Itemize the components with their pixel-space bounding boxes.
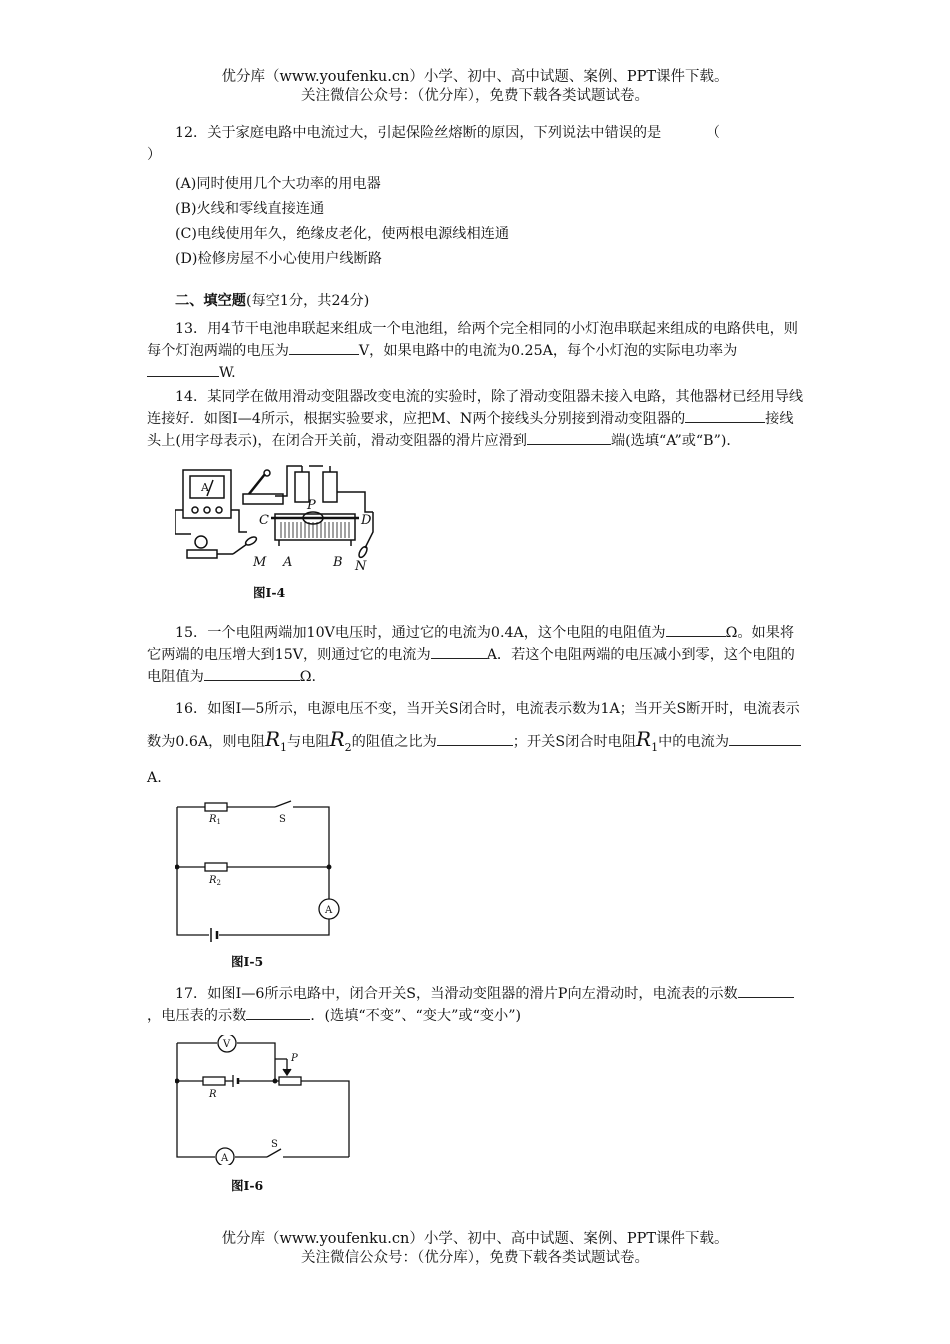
question-15 xyxy=(147,622,807,688)
q14-text-3: 端(选填“A”或“B”)． xyxy=(610,433,741,449)
q16-text-3: 的阻值之比为 xyxy=(351,734,437,750)
q16-r1-sub: 1 xyxy=(280,741,287,754)
resistor-r2 xyxy=(205,863,227,871)
fig5-label-s: S xyxy=(279,814,286,825)
q16-r2-symbol xyxy=(329,727,352,754)
q16-blank-1[interactable] xyxy=(437,731,513,746)
figure-i4-caption: 图Ⅰ-4 xyxy=(253,585,286,600)
question-13 xyxy=(147,318,807,384)
page-header xyxy=(0,68,950,106)
q14-blank-1[interactable] xyxy=(685,408,765,423)
q15-text-4: Ω. xyxy=(299,669,317,685)
figure-i6 xyxy=(175,1035,365,1165)
section-2-title: 二、填空题 xyxy=(175,293,246,309)
q14-text-2: 接线头上(用字母表示)，在闭合开关前，滑动变阻器的滑片应滑到 xyxy=(147,411,794,449)
q13-text-2: V，如果电路中的电流为0.25A，每个小灯泡的实际电功率为 xyxy=(358,343,738,359)
q15-blank-3[interactable] xyxy=(204,666,300,681)
q13-text-3: W. xyxy=(219,365,236,381)
fig4-label-n: N xyxy=(355,559,367,572)
q17-text-1: 17．如图Ⅰ—6所示电路中，闭合开关S，当滑动变阻器的滑片P向左滑动时，电流表的示数 xyxy=(175,986,738,1002)
q12-option-a: (A)同时使用几个大功率的用电器 xyxy=(175,176,381,192)
fig4-label-p: P xyxy=(307,498,316,513)
q16-text-5: 中的电流为 xyxy=(658,734,730,750)
q16-r1-sub-b: 1 xyxy=(651,741,659,754)
q12-bracket-open: （ xyxy=(705,125,720,141)
q16-r1-b: R xyxy=(636,727,652,751)
battery-2 xyxy=(323,472,337,502)
fig5-label-a: A xyxy=(325,905,333,916)
q16-text-4: ；开关S闭合时电阻 xyxy=(512,734,637,750)
document-body xyxy=(147,122,807,1197)
question-17 xyxy=(147,983,807,1027)
fig6-label-a: A xyxy=(221,1153,229,1164)
question-12 xyxy=(147,122,807,144)
fig6-label-s: S xyxy=(271,1139,278,1150)
q12-option-b: (B)火线和零线直接连通 xyxy=(175,201,325,217)
switch-s xyxy=(275,801,291,807)
q12-option-d: (D)检修房屋不小心使用户线断路 xyxy=(175,251,382,267)
figure-i4 xyxy=(175,462,385,572)
q12-option-c: (C)电线使用年久，绝缘皮老化，使两根电源线相连通 xyxy=(175,226,510,242)
q14-text-1: 14．某同学在做用滑动变阻器改变电流的实验时，除了滑动变阻器未接入电路，其他器材已经用导线连接好．如图Ⅰ—4所示，根据实验要求，应把M、N两个接线头分别接到滑动变阻器的 xyxy=(147,389,804,427)
q13-text-1: 13．用4节干电池串联起来组成一个电池组，给两个完全相同的小灯泡串联起来组成的电路供电，则每个灯泡两端的电压为 xyxy=(147,321,798,359)
section-2-heading xyxy=(175,290,807,312)
figure-i6-caption: 图Ⅰ-6 xyxy=(231,1178,264,1193)
fig6-label-r: R xyxy=(209,1089,217,1100)
fig4-label-b: B xyxy=(333,555,343,570)
footer-line-2: 关注微信公众号：（优分库），免费下载各类试题试卷。 xyxy=(301,1250,649,1266)
figure-i5 xyxy=(175,799,355,949)
q16-blank-2[interactable] xyxy=(729,731,801,746)
fig6-label-p: P xyxy=(291,1053,298,1064)
fig4-label-c: C xyxy=(259,513,269,528)
header-line-1: 优分库（www.youfenku.cn）小学、初中、高中试题、案例、PPT课件下载。 xyxy=(221,69,729,85)
q12-stem: 12．关于家庭电路中电流过大，引起保险丝熔断的原因，下列说法中错误的是 xyxy=(175,125,662,141)
fig4-label-a: A xyxy=(283,555,293,570)
q16-text-1: 16．如图Ⅰ—5所示，电源电压不变，当开关S闭合时，电流表示数为1A；当开关S断开时，电流表示数为0.6A，则电阻 xyxy=(147,701,800,750)
footer-line-1: 优分库（www.youfenku.cn）小学、初中、高中试题、案例、PPT课件下载。 xyxy=(221,1231,729,1247)
q14-blank-2[interactable] xyxy=(527,430,611,445)
q17-blank-1[interactable] xyxy=(738,983,794,998)
switch-s xyxy=(267,1149,281,1157)
q16-r1: R xyxy=(264,727,280,751)
q15-text-3: A．若这个电阻两端的电压减小到零，这个电阻的电阻值为 xyxy=(147,647,795,685)
q15-blank-1[interactable] xyxy=(666,622,726,637)
q13-blank-1[interactable] xyxy=(289,340,359,355)
fig5-label-r2: $R_2$ xyxy=(209,875,221,887)
q16-r2-sub: 2 xyxy=(344,741,352,754)
q12-bracket-line xyxy=(147,144,807,166)
lamp xyxy=(195,536,207,548)
page-footer xyxy=(0,1230,950,1268)
q12-bracket-close: ） xyxy=(147,147,162,163)
fig4-label-ammeter: A xyxy=(201,481,209,494)
q16-text-6: A. xyxy=(147,770,162,786)
fig4-label-d: D xyxy=(361,513,372,528)
q16-r1-symbol-2 xyxy=(636,727,659,754)
figure-i5-caption: 图Ⅰ-5 xyxy=(231,954,264,969)
section-2-note: (每空1分，共24分) xyxy=(245,293,370,309)
q15-text-2: Ω。如果将它两端的电压增大到15V，则通过它的电流为 xyxy=(147,625,795,663)
q13-blank-2[interactable] xyxy=(147,362,219,377)
rheostat xyxy=(279,1077,301,1085)
fig4-label-m: M xyxy=(253,555,267,570)
question-16 xyxy=(147,694,807,793)
fig5-label-r1: $R_1$ xyxy=(209,814,221,826)
resistor-r1 xyxy=(205,803,227,811)
q15-blank-2[interactable] xyxy=(431,644,487,659)
q17-text-3: ．(选填“不变”、“变大”或“变小”) xyxy=(310,1008,521,1024)
q16-r2: R xyxy=(329,727,345,751)
q16-text-2: 与电阻 xyxy=(287,734,330,750)
q16-r1-symbol xyxy=(264,727,287,754)
question-14 xyxy=(147,386,807,452)
q15-text-1: 15．一个电阻两端加10V电压时，通过它的电流为0.4A，这个电阻的电阻值为 xyxy=(175,625,666,641)
resistor-r xyxy=(203,1077,225,1085)
header-line-2: 关注微信公众号：（优分库），免费下载各类试题试卷。 xyxy=(301,88,649,104)
q17-blank-2[interactable] xyxy=(246,1005,310,1020)
q17-text-2: ，电压表的示数 xyxy=(147,1008,247,1024)
fig6-label-v: V xyxy=(223,1039,231,1050)
